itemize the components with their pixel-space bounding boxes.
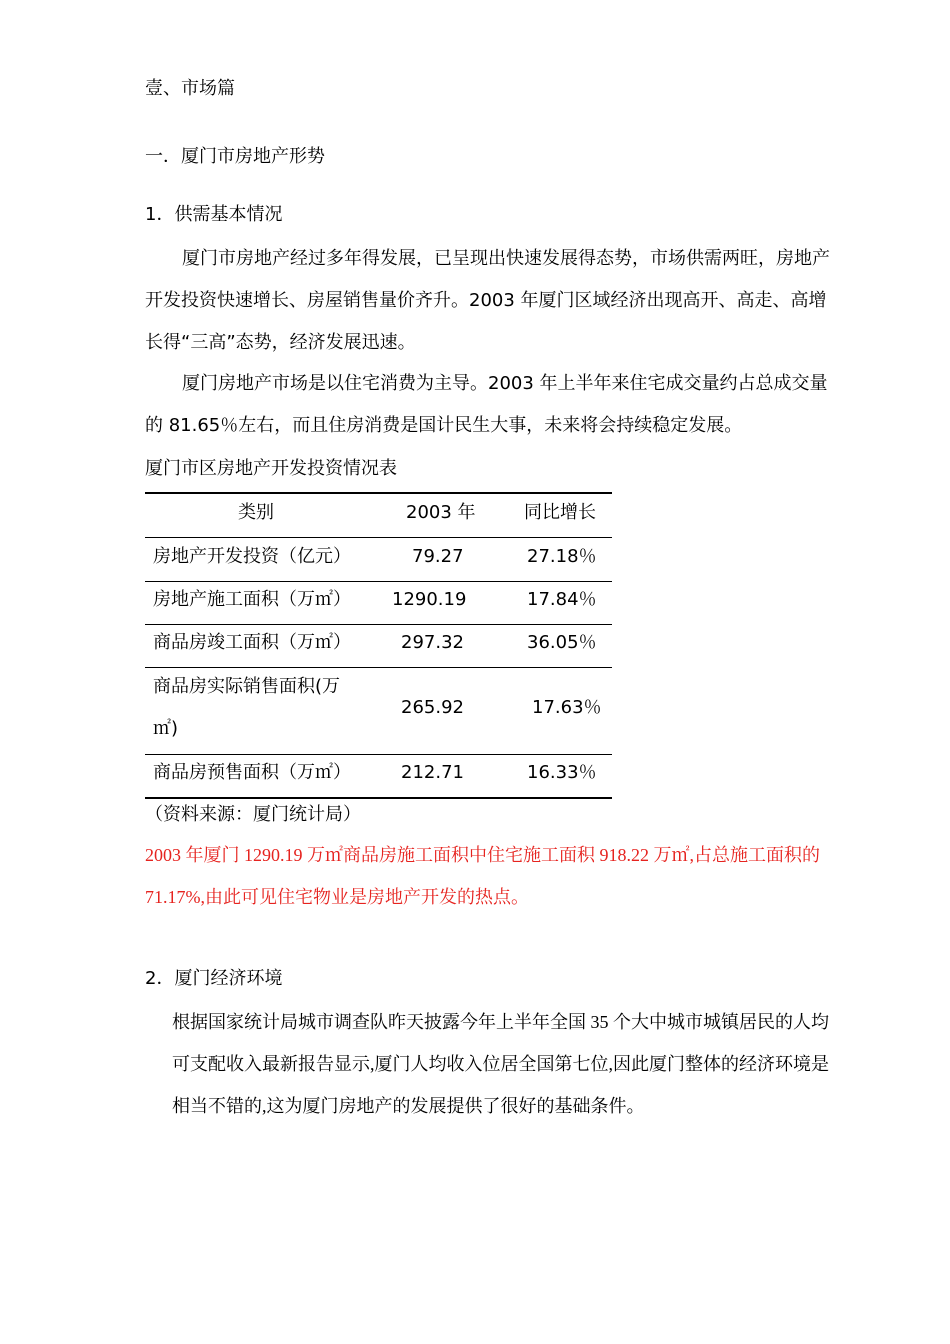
paragraph-line: 可支配收入最新报告显示,厦门人均收入位居全国第七位,因此厦门整体的经济环境是 (172, 1054, 829, 1074)
table-cell-growth: 17.63％ (532, 697, 602, 718)
table-rule-bottom (145, 797, 612, 799)
table-cell-growth: 27.18％ (527, 546, 597, 567)
table-cell-category: 商品房预售面积（万㎡） (153, 762, 351, 783)
table-cell-value: 265.92 (401, 697, 464, 718)
subsection-title: 2．厦门经济环境 (145, 968, 283, 989)
table-source: （资料来源：厦门统计局） (145, 804, 361, 825)
table-cell-value: 297.32 (401, 632, 464, 653)
table-cell-category: 房地产开发投资（亿元） (153, 546, 351, 567)
paragraph-line: 长得“三高”态势，经济发展迅速。 (145, 332, 416, 353)
table-caption: 厦门市区房地产开发投资情况表 (145, 458, 397, 479)
table-header-year: 2003 年 (406, 502, 476, 523)
table-rule (145, 624, 612, 625)
table-cell-category-cont: ㎡) (153, 718, 179, 739)
table-cell-value: 1290.19 (392, 589, 467, 610)
part-heading: 壹、市场篇 (145, 78, 235, 99)
table-header-growth: 同比增长 (524, 502, 596, 523)
section-heading: 一．厦门市房地产形势 (145, 146, 325, 167)
table-cell-category: 商品房竣工面积（万㎡） (153, 632, 351, 653)
table-rule (145, 537, 612, 538)
table-cell-growth: 17.84％ (527, 589, 597, 610)
paragraph-line: 相当不错的,这为厦门房地产的发展提供了很好的基础条件。 (172, 1096, 645, 1116)
table-rule (145, 667, 612, 668)
paragraph-line: 厦门市房地产经过多年得发展，已呈现出快速发展得态势，市场供需两旺，房地产 (182, 248, 830, 269)
table-cell-growth: 16.33％ (527, 762, 597, 783)
table-cell-value: 212.71 (401, 762, 464, 783)
paragraph-line: 厦门房地产市场是以住宅消费为主导。2003 年上半年来住宅成交量约占总成交量 (182, 373, 828, 394)
paragraph-line: 根据国家统计局城市调查队昨天披露今年上半年全国 35 个大中城市城镇居民的人均 (172, 1012, 829, 1032)
table-cell-category: 商品房实际销售面积(万 (153, 676, 341, 697)
table-rule (145, 581, 612, 582)
highlight-line: 2003 年厦门 1290.19 万㎡商品房施工面积中住宅施工面积 918.22 万㎡,占总施工面积的 (145, 845, 820, 865)
highlight-line: 71.17%,由此可见住宅物业是房地产开发的热点。 (145, 887, 529, 907)
subsection-title: 1．供需基本情况 (145, 204, 283, 225)
table-cell-value: 79.27 (412, 546, 464, 567)
table-cell-growth: 36.05％ (527, 632, 597, 653)
table-rule-top (145, 492, 612, 494)
table-header-category: 类别 (238, 502, 274, 523)
paragraph-line: 的 81.65％左右，而且住房消费是国计民生大事，未来将会持续稳定发展。 (145, 415, 743, 436)
table-cell-category: 房地产施工面积（万㎡） (153, 589, 351, 610)
paragraph-line: 开发投资快速增长、房屋销售量价齐升。2003 年厦门区域经济出现高开、高走、高增 (145, 290, 827, 311)
table-rule (145, 754, 612, 755)
